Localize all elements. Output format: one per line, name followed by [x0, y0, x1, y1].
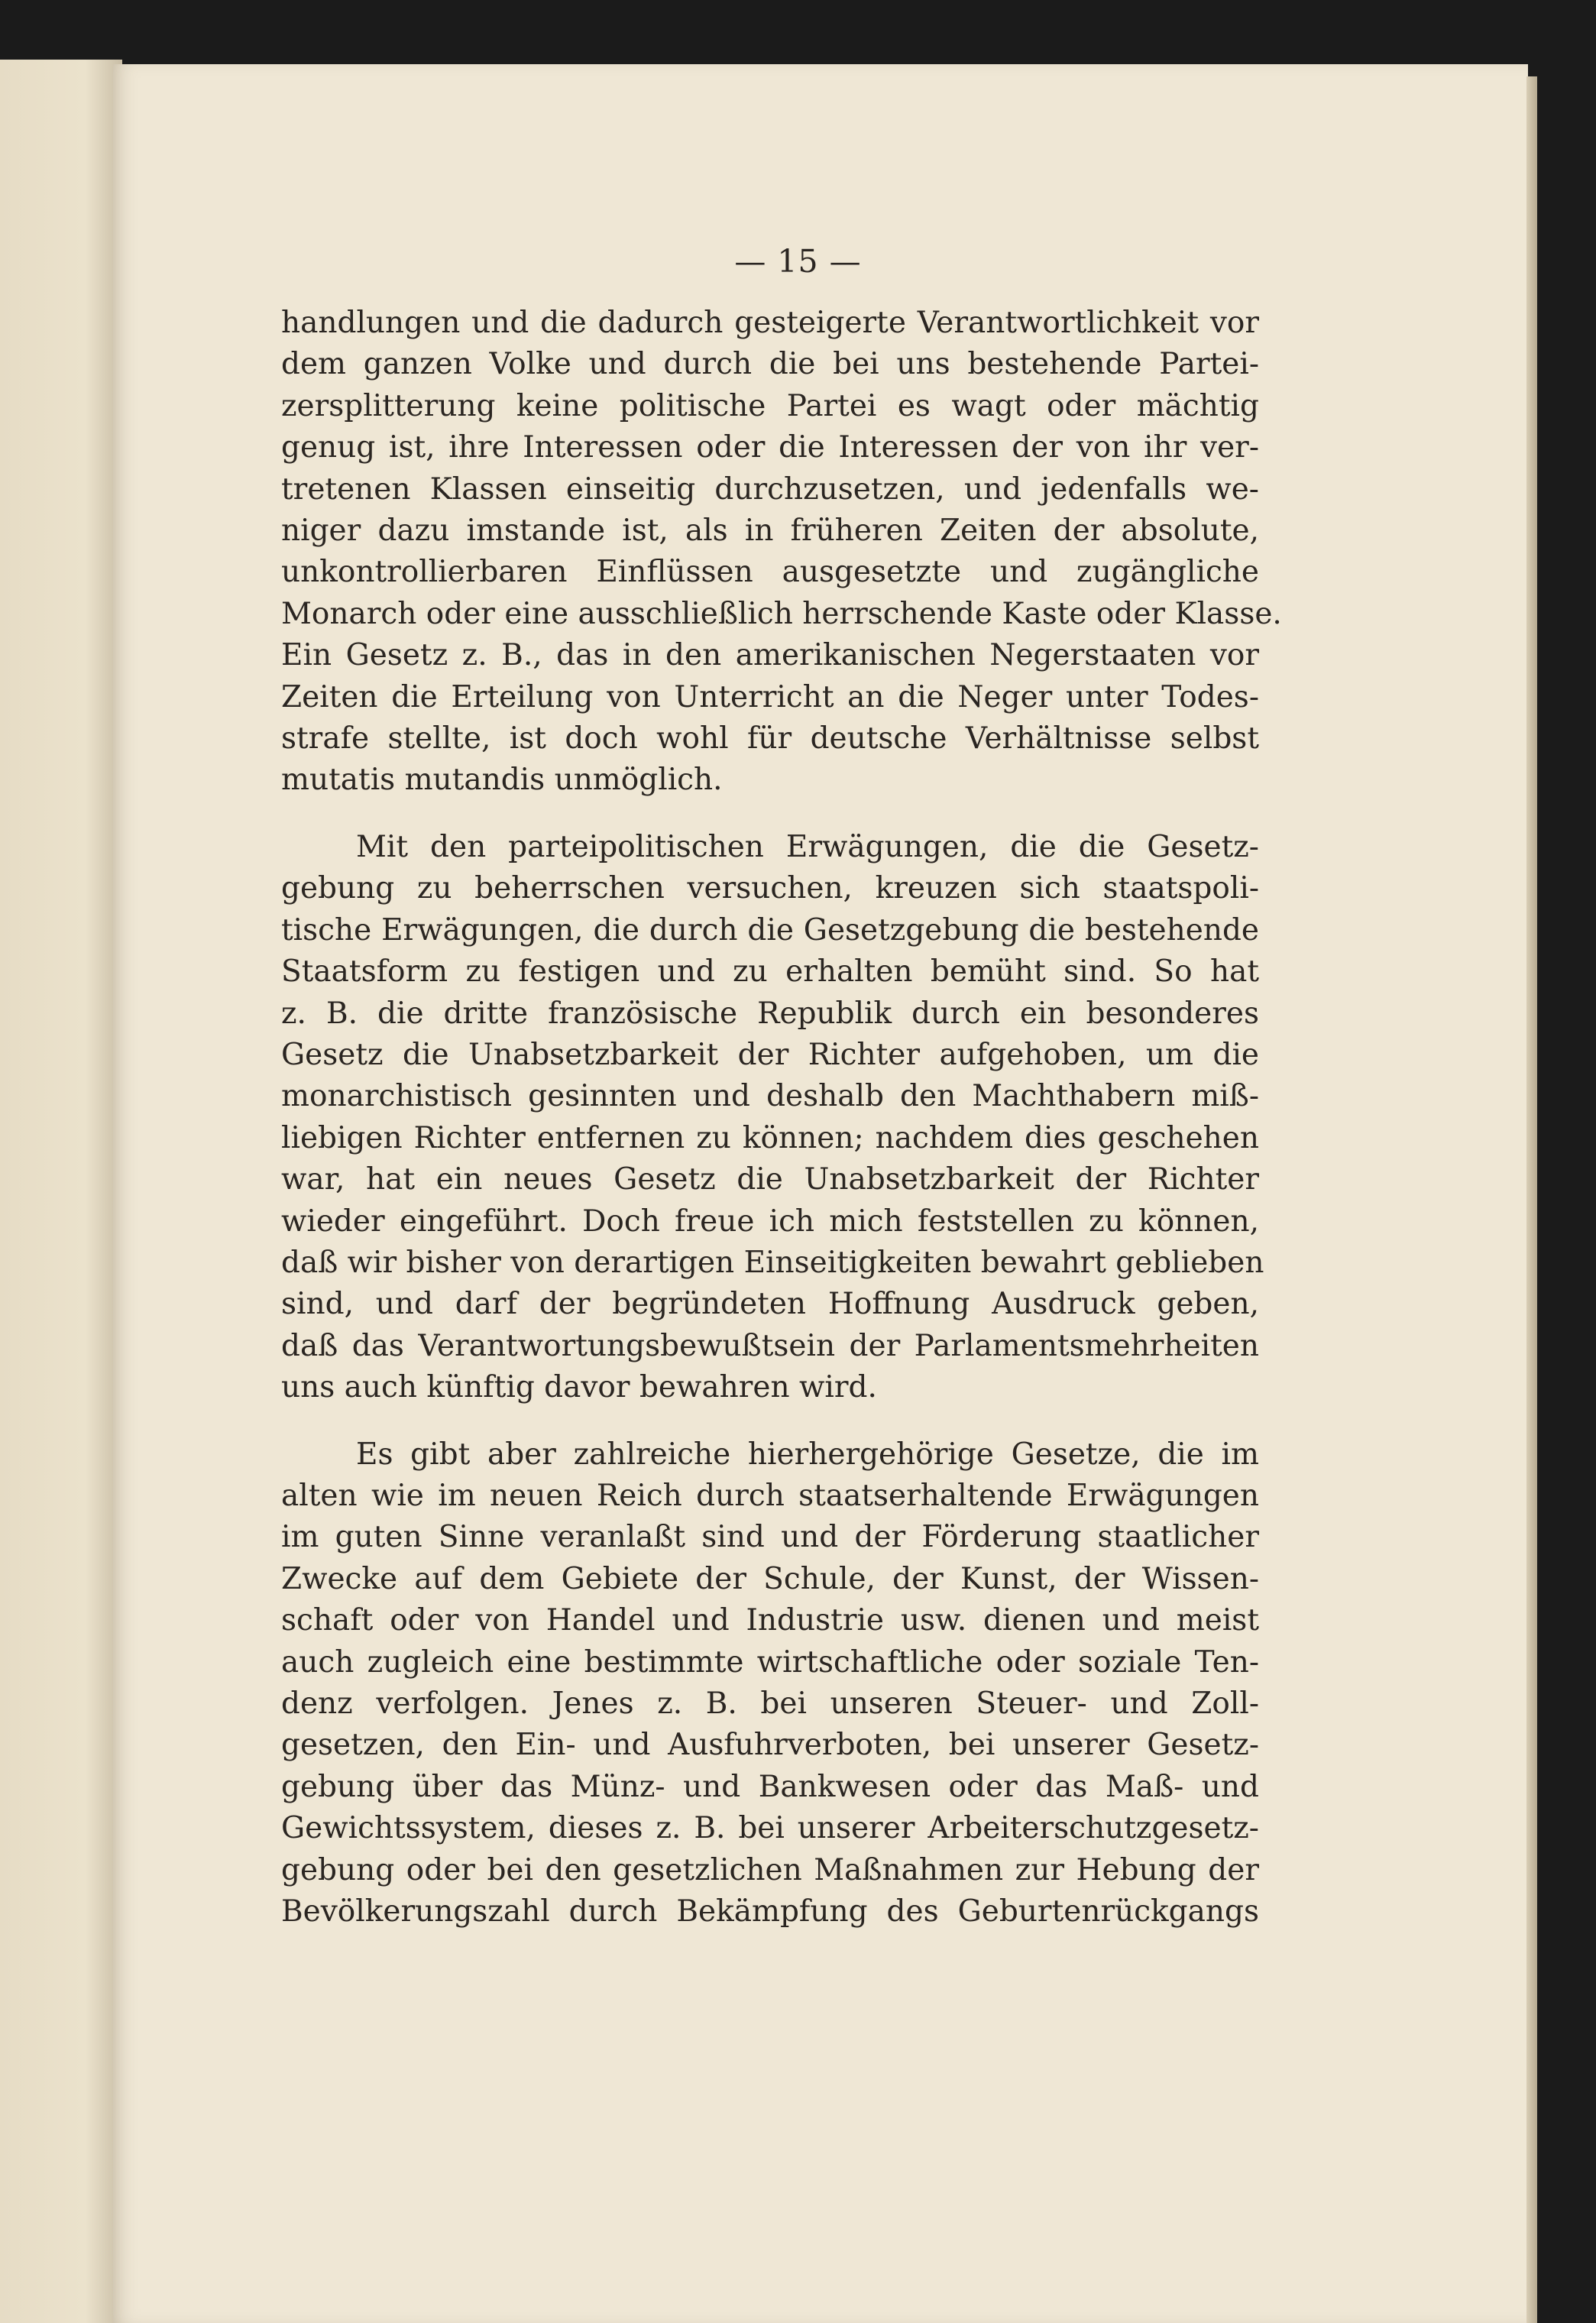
- paragraph-2: [281, 827, 1264, 1409]
- text-line: daß wir bisher von derartigen Einseitigkeiten bewahrt geblieben: [281, 1245, 1264, 1280]
- text-line: Gewichtssystem, dieses z. B. bei unserer Arbeiterschutzgesetz-: [281, 1811, 1259, 1846]
- text-line: Staatsform zu festigen und zu erhalten bemüht sind. So hat: [281, 954, 1259, 990]
- text-line: handlungen und die dadurch gesteigerte Verantwortlichkeit vor: [281, 306, 1259, 340]
- text-line: im guten Sinne veranlaßt sind und der Förderung staatlicher: [281, 1520, 1259, 1555]
- text-line: daß das Verantwortungsbewußtsein der Parlamentsmehrheiten: [281, 1328, 1259, 1363]
- text-line: Ein Gesetz z. B., das in den amerikanischen Negerstaaten vor: [281, 638, 1259, 673]
- page-number: — 15 —: [734, 243, 862, 280]
- paragraph-1: [281, 303, 1282, 802]
- text-line: Mit den parteipolitischen Erwägungen, die die Gesetz-: [356, 829, 1259, 864]
- text-line: gebung über das Münz- und Bankwesen oder das Maß- und: [281, 1769, 1259, 1804]
- text-line: tische Erwägungen, die durch die Gesetzgebung die bestehende: [281, 912, 1259, 948]
- text-line: alten wie im neuen Reich durch staatserhaltende Erwägungen: [281, 1478, 1259, 1513]
- text-line: tretenen Klassen einseitig durchzusetzen, und jedenfalls we-: [281, 471, 1259, 507]
- body-text: [281, 303, 1282, 1933]
- text-line: gebung zu beherrschen versuchen, kreuzen sich staatspoli-: [281, 871, 1259, 906]
- text-line: schaft oder von Handel und Industrie usw. dienen und meist: [281, 1603, 1259, 1638]
- text-line: denz verfolgen. Jenes z. B. bei unseren Steuer- und Zoll-: [281, 1686, 1259, 1721]
- text-line: unkontrollierbaren Einflüssen ausgesetzte und zugängliche: [281, 555, 1259, 590]
- text-line: niger dazu imstande ist, als in früheren Zeiten der absolute,: [281, 514, 1259, 549]
- text-line: mutatis mutandis unmöglich.: [281, 763, 723, 798]
- text-line: Zeiten die Erteilung von Unterricht an die Neger unter Todes-: [281, 679, 1259, 714]
- text-line: zersplitterung keine politische Partei es wagt oder mächtig: [281, 388, 1259, 423]
- text-line: Es gibt aber zahlreiche hierhergehörige Gesetze, die im: [356, 1437, 1259, 1472]
- text-line: Zwecke auf dem Gebiete der Schule, der Kunst, der Wissen-: [281, 1561, 1259, 1596]
- text-line: uns auch künftig davor bewahren wird.: [281, 1370, 877, 1405]
- text-line: Gesetz die Unabsetzbarkeit der Richter aufgehoben, um die: [281, 1037, 1259, 1072]
- facing-page-edge: [0, 60, 122, 2323]
- text-line: genug ist, ihre Interessen oder die Interessen der von ihr ver-: [281, 430, 1259, 465]
- paragraph-3: [281, 1434, 1259, 1933]
- text-line: strafe stellte, ist doch wohl für deutsche Verhältnisse selbst: [281, 721, 1259, 757]
- text-line: Bevölkerungszahl durch Bekämpfung des Geburtenrückgangs: [281, 1894, 1259, 1929]
- text-line: auch zugleich eine bestimmte wirtschaftliche oder soziale Ten-: [281, 1644, 1259, 1680]
- text-line: dem ganzen Volke und durch die bei uns bestehende Partei-: [281, 347, 1259, 382]
- text-line: gebung oder bei den gesetzlichen Maßnahmen zur Hebung der: [281, 1852, 1259, 1887]
- page-stack-edge: [1526, 76, 1537, 2323]
- text-line: liebigen Richter entfernen zu können; nachdem dies geschehen: [281, 1120, 1259, 1155]
- text-line: gesetzen, den Ein- und Ausfuhrverboten, bei unserer Gesetz-: [281, 1728, 1259, 1763]
- text-line: Monarch oder eine ausschließlich herrschende Kaste oder Klasse.: [281, 596, 1282, 631]
- text-line: sind, und darf der begründeten Hoffnung Ausdruck geben,: [281, 1287, 1259, 1322]
- text-line: wieder eingeführt. Doch freue ich mich feststellen zu können,: [281, 1204, 1259, 1239]
- text-line: monarchistisch gesinnten und deshalb den Machthabern miß-: [281, 1079, 1259, 1114]
- text-line: war, hat ein neues Gesetz die Unabsetzbarkeit der Richter: [281, 1162, 1259, 1197]
- text-line: z. B. die dritte französische Republik durch ein besonderes: [281, 996, 1259, 1031]
